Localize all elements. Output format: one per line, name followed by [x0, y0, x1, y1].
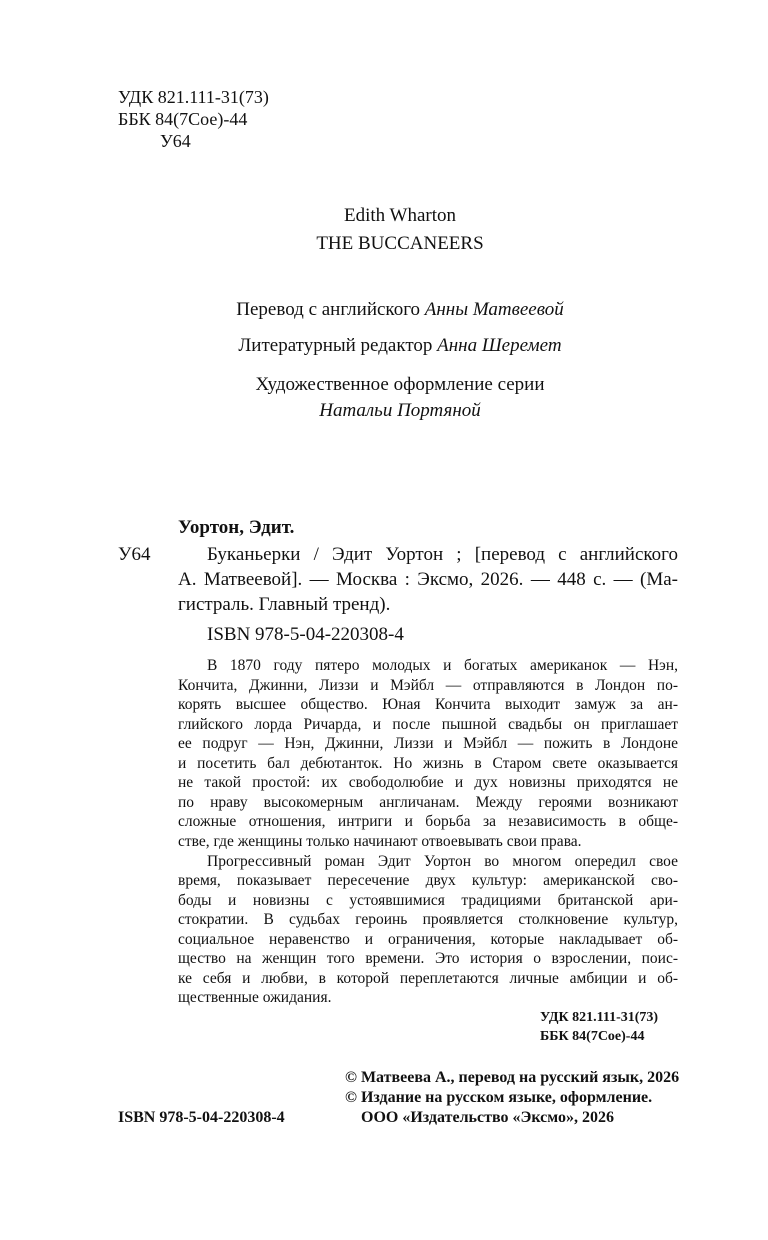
udk-bottom: УДК 821.111-31(73): [540, 1010, 659, 1025]
catalog-author-heading: Уортон, Эдит.: [178, 517, 295, 538]
annotation-p2-line: щественные ожидания.: [178, 989, 332, 1006]
annotation-p2-line: щество на женщин того времени. Это история о взрослении, поис-: [178, 950, 678, 967]
translator-name: Анны Матвеевой: [424, 299, 564, 320]
catalog-line-3: гистраль. Главный тренд).: [178, 594, 391, 615]
catalog-line-2: А. Матвеевой]. — Москва : Эксмо, 2026. — 448 с. — (Ма-: [178, 569, 678, 590]
annotation-p1-line: глийского лорда Ричарда, и после пышной свадьбы он приглашает: [178, 716, 678, 733]
catalog-isbn: ISBN 978-5-04-220308-4: [207, 624, 404, 645]
annotation-p2-line: Прогрессивный роман Эдит Уортон во многом опередил свое: [207, 853, 678, 870]
annotation-p1-line: по нраву высокомерным англичанам. Между героями возникают: [178, 794, 678, 811]
original-author: Edith Wharton: [343, 205, 457, 226]
editor-credit: [0, 334, 768, 358]
isbn-bottom: ISBN 978-5-04-220308-4: [118, 1109, 285, 1126]
catalog-line-1: Буканьерки / Эдит Уортон ; [перевод с английского: [207, 544, 678, 565]
copyright-publisher: ООО «Издательство «Эксмо», 2026: [361, 1109, 614, 1126]
copyright-translation: © Матвеева А., перевод на русский язык, 2026: [345, 1069, 680, 1086]
design-label: Художественное оформление серии: [255, 374, 545, 395]
annotation-p2-line: боды и новизны с устоявшимися традициями британской ари-: [178, 892, 678, 909]
original-title: THE BUCCANEERS: [316, 233, 484, 254]
annotation-p2-line: стократии. В судьбах героинь проявляется столкновение культур,: [178, 911, 678, 928]
annotation-p2-line: время, показывает пересечение двух культур: американской сво-: [178, 872, 678, 889]
annotation-p1-line: стве, где женщины только начинают отвоевывать свои права.: [178, 833, 582, 850]
annotation-p2-line: ке себя и любви, в которой переплетаются личные амбиции и об-: [178, 970, 678, 987]
annotation-p2-line: социальное неравенство и ограничения, которые накладывает об-: [178, 931, 678, 948]
translation-prefix: Перевод с английского: [236, 299, 425, 320]
author-code-top: У64: [160, 131, 191, 151]
annotation-p1-line: Кончита, Джинни, Лиззи и Мэйбл — отправляются в Лондон по-: [178, 677, 678, 694]
annotation-p1-line: не такой простой: их свободолюбие и дух новизны приходятся не: [178, 774, 678, 791]
bbk-top: ББК 84(7Сое)-44: [118, 109, 248, 129]
catalog-author-code: У64: [118, 544, 151, 565]
translation-credit: [0, 298, 768, 322]
designer-name: Натальи Портяной: [319, 400, 481, 421]
annotation-p1-line: корять высшее общество. Юная Кончита выходит замуж за ан-: [178, 696, 678, 713]
copyright-edition: © Издание на русском языке, оформление.: [345, 1089, 653, 1106]
annotation-p1-line: В 1870 году пятеро молодых и богатых американок — Нэн,: [207, 657, 678, 674]
annotation-p1-line: и посетить бал дебютанток. Но жизнь в Старом свете оказывается: [178, 755, 678, 772]
bbk-bottom: ББК 84(7Сое)-44: [540, 1029, 645, 1044]
editor-name: Анна Шеремет: [437, 335, 562, 356]
udk-top: УДК 821.111-31(73): [118, 87, 269, 107]
annotation-p1-line: сложные отношения, интриги и борьба за независимость в обще-: [178, 813, 678, 830]
editor-prefix: Литературный редактор: [238, 335, 438, 356]
annotation-p1-line: ее подруг — Нэн, Джинни, Лиззи и Мэйбл — пожить в Лондоне: [178, 735, 678, 752]
